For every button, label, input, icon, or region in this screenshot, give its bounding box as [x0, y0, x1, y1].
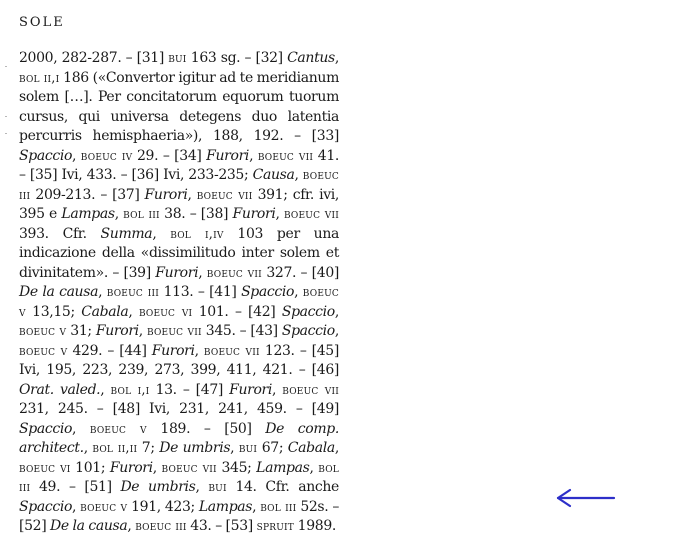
work-title: Furori: [232, 206, 276, 222]
footnote-text: ,: [194, 342, 204, 359]
footnote-text: ,: [152, 225, 171, 242]
work-title: Furori: [229, 381, 273, 398]
footnote-text: 101;: [70, 459, 110, 476]
footnote-text: 67;: [257, 440, 288, 456]
footnote-text: 2000, 282-287. – [31]: [19, 50, 169, 66]
footnote-text: ,: [128, 303, 139, 320]
work-title: Cabala: [287, 440, 335, 456]
footnote-text: ,: [138, 323, 147, 339]
footnote-text: 31;: [66, 323, 96, 339]
edition-siglum: bui: [238, 441, 258, 456]
edition-siglum: boeuc iv: [80, 148, 133, 164]
footnote-text: 101. – [42]: [192, 303, 282, 320]
footnote-text: ,: [334, 303, 339, 320]
work-title: De comp. architect.: [19, 420, 340, 456]
footnote-text: ,: [72, 420, 90, 437]
edition-siglum: boeuc vii: [282, 382, 340, 398]
left-arrow-icon: [554, 487, 618, 509]
footnote-text: 191, 423;: [127, 498, 199, 515]
footnote-text: 209-213. – [37]: [30, 186, 145, 203]
edition-siglum: boeuc vii: [161, 460, 217, 476]
footnote-text: 1989.: [293, 518, 336, 534]
work-title: Cabala: [81, 303, 129, 320]
footnote-text: ,: [72, 147, 81, 164]
footnote-text: ,: [294, 284, 303, 300]
edition-siglum: boeuc v: [19, 285, 339, 320]
work-title: Spaccio: [281, 303, 335, 320]
work-title: Spaccio: [19, 147, 73, 164]
footnote-text: ,: [187, 186, 197, 203]
footnote-text: ,: [272, 381, 283, 398]
footnote-text: ,: [127, 518, 136, 534]
footnote-text: 163 sg. – [32]: [186, 50, 288, 66]
margin-mark: [5, 116, 7, 117]
footnote-text: ,: [334, 440, 339, 456]
edition-siglum: bol ii,ii: [92, 441, 138, 456]
edition-siglum: boeuc vii: [206, 265, 262, 281]
footnote-text: 13. – [47]: [149, 381, 230, 398]
work-title: De umbris: [159, 440, 231, 456]
edition-siglum: bol ii,i: [19, 70, 60, 86]
edition-siglum: boeuc iii: [135, 519, 187, 534]
edition-siglum: boeuc v: [80, 499, 128, 515]
edition-siglum: boeuc v: [19, 343, 68, 359]
work-title: De umbris: [120, 479, 196, 495]
footnote-text: 345. – [43]: [201, 323, 282, 339]
margin-mark: [5, 133, 7, 134]
footnote-text: ,: [334, 323, 339, 339]
work-title: Spaccio: [19, 420, 73, 437]
footnote-text: 14. Cfr. anche: [226, 479, 339, 495]
edition-siglum: boeuc vi: [19, 460, 71, 476]
footnote-text: ,: [195, 479, 209, 495]
edition-siglum: spruit: [256, 519, 294, 534]
work-title: Cantus: [287, 50, 335, 66]
footnote-text: ,: [83, 440, 93, 456]
footnote-text: ,: [230, 440, 239, 456]
work-title: Causa: [252, 167, 295, 183]
footnote-text: ,: [249, 147, 258, 164]
footnote-text: ,: [294, 167, 303, 183]
footnote-block: [19, 49, 339, 537]
work-title: Lampas: [198, 498, 253, 515]
footnote-text: 123. – [45] Ivi, 195, 223, 239, 273, 399, 411, 421. – [46]: [19, 342, 339, 378]
work-title: Lampas: [61, 206, 115, 222]
footnote-text: ,: [100, 381, 111, 398]
footnote-text: 189. – [50]: [146, 420, 266, 437]
edition-siglum: boeuc iii: [19, 168, 339, 203]
work-title: Orat. valed.: [19, 381, 101, 398]
footnote-text: 38. – [38]: [159, 206, 233, 222]
footnote-text: 391; cfr. ivi, 395 e: [19, 186, 339, 222]
footnote-text: 186 («Convertor igitur ad te meridianum solem […]. Per concitatorum equorum tuorum cursus, qui universa detegens duo latentia percurris hemisphaeria»), 188, 192. – [33]: [19, 69, 339, 144]
edition-siglum: bol i,iv: [170, 226, 224, 242]
footnote-text: 429. – [44]: [67, 342, 152, 359]
work-title: Spaccio: [281, 323, 335, 339]
footnote-text: 29. – [34]: [132, 147, 207, 164]
work-title: De la causa: [19, 284, 99, 300]
edition-siglum: boeuc v: [19, 324, 67, 339]
edition-siglum: bol iii: [123, 207, 160, 222]
work-title: Summa: [100, 225, 153, 242]
work-title: Furori: [144, 186, 188, 203]
footnote-text: ,: [152, 459, 162, 476]
edition-siglum: boeuc vii: [196, 187, 253, 203]
footnote-text: ,: [275, 206, 284, 222]
footnote-text: 345;: [216, 459, 257, 476]
footnote-text: 13,15;: [25, 303, 82, 320]
footnote-text: 327. – [40]: [261, 264, 339, 281]
edition-siglum: bol i,i: [110, 382, 150, 398]
footnote-text: 113. – [41]: [159, 284, 242, 300]
footnote-text: ,: [309, 459, 319, 476]
work-title: Furori: [109, 459, 153, 476]
footnote-text: ,: [114, 206, 124, 222]
edition-siglum: bui: [168, 51, 187, 66]
footnote-text: 7;: [137, 440, 160, 456]
work-title: Furori: [206, 147, 250, 164]
footnote-text: 43. – [53]: [186, 518, 257, 534]
edition-siglum: boeuc vi: [138, 304, 193, 320]
edition-siglum: bol iii: [260, 499, 297, 515]
footnote-text: 49. – [51]: [30, 479, 121, 495]
footnote-text: ,: [252, 498, 261, 515]
work-title: De la causa: [50, 518, 128, 534]
footnote-text: 41. – [35] Ivi, 433. – [36] Ivi, 233-235;: [19, 147, 339, 183]
footnote-text: 52s. – [52]: [19, 498, 339, 534]
running-head-title: SOLE: [19, 15, 65, 30]
footnote-text: ,: [72, 498, 81, 515]
margin-mark: [5, 66, 7, 67]
work-title: Furori: [155, 264, 199, 281]
footnote-text: 393. Cfr.: [19, 225, 101, 242]
work-title: Furori: [95, 323, 139, 339]
edition-siglum: bui: [208, 480, 227, 495]
running-head: [19, 15, 65, 30]
back-arrow-button[interactable]: [554, 487, 618, 509]
footnote-text: 103 per una indicazione della «dissimilitudo inter solem et divinitatem». – [39]: [19, 225, 339, 281]
edition-siglum: bol iii: [19, 460, 339, 495]
footnote-text: ,: [98, 284, 107, 300]
work-title: Spaccio: [19, 498, 73, 515]
work-title: Furori: [151, 342, 195, 359]
work-title: Spaccio: [241, 284, 295, 300]
edition-siglum: boeuc iii: [106, 285, 160, 300]
footnote-text: 231, 245. – [48] Ivi, 231, 241, 459. – [49]: [19, 401, 339, 417]
edition-siglum: boeuc vii: [283, 207, 339, 222]
edition-siglum: boeuc v: [89, 421, 147, 437]
footnote-paragraph: [19, 49, 339, 537]
edition-siglum: boeuc vii: [257, 148, 314, 164]
footnote-text: ,: [334, 50, 339, 66]
footnote-text: ,: [198, 264, 207, 281]
edition-siglum: boeuc vii: [146, 324, 202, 339]
work-title: Lampas: [256, 459, 310, 476]
edition-siglum: boeuc vii: [203, 343, 260, 359]
